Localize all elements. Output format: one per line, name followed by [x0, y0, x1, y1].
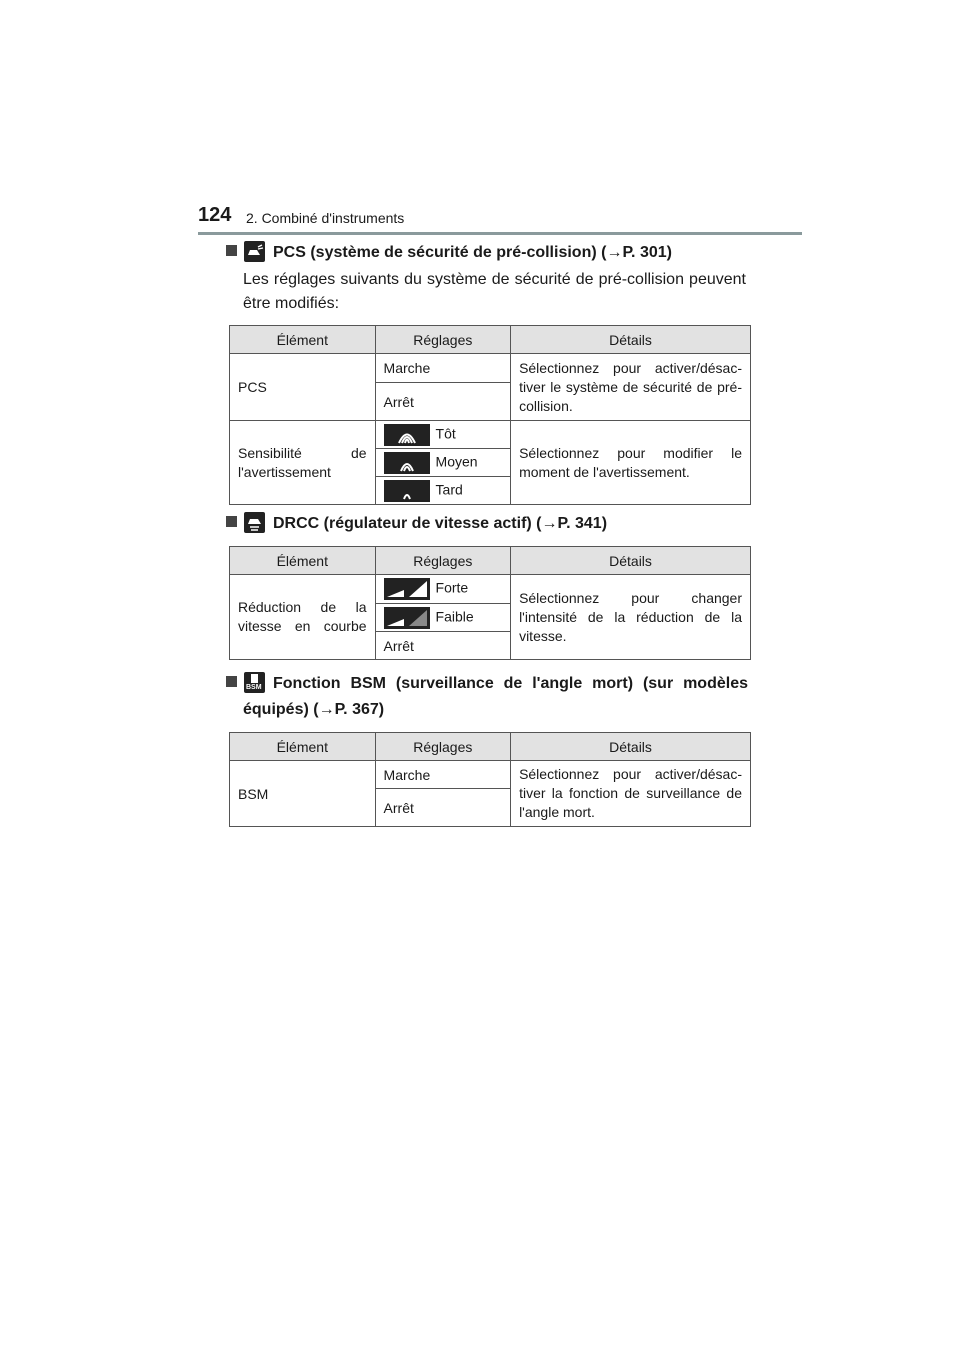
pcs-section-title [226, 240, 672, 266]
page-header [198, 200, 802, 236]
pcs-car-icon [244, 241, 265, 262]
table-row [230, 761, 751, 789]
cell-setting-moyen: Moyen [375, 449, 511, 477]
bullet-square-icon [226, 516, 237, 527]
cell-setting-forte: Forte [375, 575, 511, 604]
cell-detail: Sélectionnez pour changer l'intensité de la réduction de la vitesse. [511, 575, 751, 660]
cell-item-sensitivity: Sensibilité de l'avertissement [230, 421, 376, 505]
sensitivity-early-icon [384, 424, 430, 446]
bsm-icon: BSM [244, 672, 265, 693]
table-row [230, 575, 751, 604]
header-rule [198, 232, 802, 235]
cell-detail: Sélectionnez pour activer/désac-tiver le système de sécurité de pré-collision. [511, 354, 751, 421]
drcc-section-title [226, 511, 607, 537]
sensitivity-late-icon [384, 480, 430, 502]
header-element: Élément [230, 547, 376, 575]
bullet-square-icon [226, 245, 237, 256]
header-details: Détails [511, 733, 751, 761]
header-settings: Réglages [375, 733, 511, 761]
pcs-title-text: PCS (système de sécurité de pré-collision) (→P. 301) [273, 244, 672, 261]
bsm-title-text: Fonction BSM (surveillance de l'angle mort) (sur modèles [273, 675, 748, 692]
page-number: 124 [198, 204, 232, 226]
cell-item-pcs: PCS [230, 354, 376, 421]
cell-setting-arret: Arrêt [375, 632, 511, 660]
header-element: Élément [230, 326, 376, 354]
curve-weak-icon [384, 607, 430, 629]
cell-detail: Sélectionnez pour modifier le moment de l'avertissement. [511, 421, 751, 505]
cell-detail: Sélectionnez pour activer/désac-tiver la fonction de surveillance de l'angle mort. [511, 761, 751, 827]
cell-setting-tot: Tôt [375, 421, 511, 449]
drcc-settings-table [229, 546, 751, 660]
header-details: Détails [511, 326, 751, 354]
sensitivity-middle-icon [384, 452, 430, 474]
cell-item-bsm: BSM [230, 761, 376, 827]
table-header-row [230, 326, 751, 354]
header-details: Détails [511, 547, 751, 575]
bsm-section-title-line2: équipés) (→P. 367) [243, 701, 385, 718]
cell-item-curve: Réduction de la vitesse en courbe [230, 575, 376, 660]
chapter-title: 2. Combiné d'instruments [246, 210, 405, 226]
bullet-square-icon [226, 676, 237, 687]
cell-setting-tard: Tard [375, 477, 511, 505]
cell-setting-arret: Arrêt [375, 383, 511, 421]
header-element: Élément [230, 733, 376, 761]
table-row [230, 354, 751, 383]
table-header-row [230, 733, 751, 761]
cell-setting-marche: Marche [375, 761, 511, 789]
drcc-title-text: DRCC (régulateur de vitesse actif) (→P. 341) [273, 515, 608, 532]
header-settings: Réglages [375, 326, 511, 354]
header-settings: Réglages [375, 547, 511, 575]
drcc-car-icon [244, 512, 265, 533]
bsm-section-title [226, 671, 748, 697]
curve-strong-icon [384, 578, 430, 600]
bsm-settings-table [229, 732, 751, 827]
pcs-settings-table [229, 325, 751, 505]
pcs-intro-text: Les réglages suivants du système de sécurité de pré-collision peuvent être modifiés: [243, 271, 746, 312]
table-header-row [230, 547, 751, 575]
cell-setting-faible: Faible [375, 604, 511, 632]
table-row [230, 421, 751, 449]
cell-setting-arret: Arrêt [375, 789, 511, 827]
cell-setting-marche: Marche [375, 354, 511, 383]
